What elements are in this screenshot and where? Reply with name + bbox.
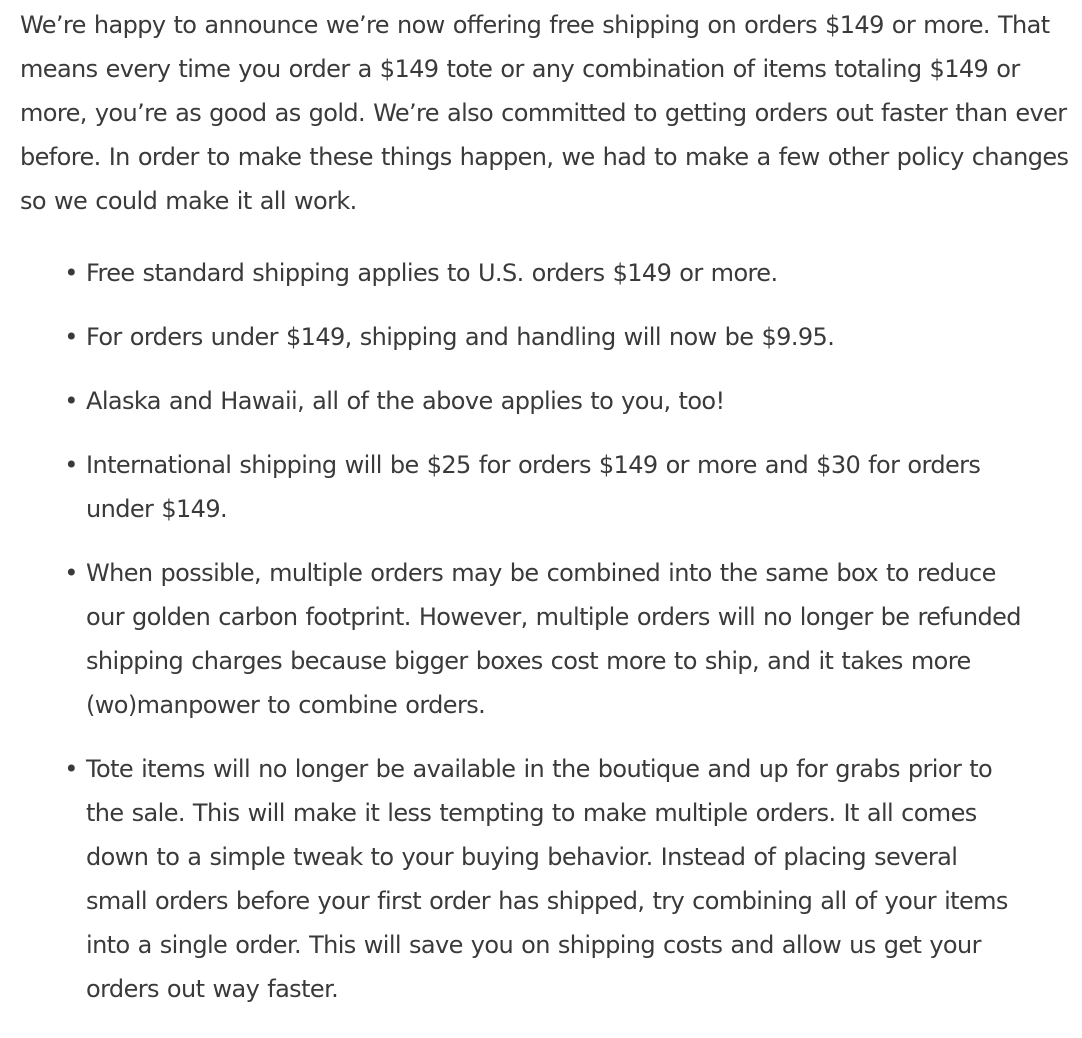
bullet-icon: • — [64, 323, 78, 351]
list-item — [20, 443, 1026, 531]
bullet-icon: • — [64, 387, 78, 415]
bullet-icon: • — [64, 755, 78, 783]
bullet-icon: • — [64, 559, 78, 587]
article-content — [20, 0, 1076, 1031]
list-item-text: International shipping will be $25 for orders $149 or more and $30 for orders under $149. — [86, 451, 981, 523]
list-item-text: Alaska and Hawaii, all of the above applies to you, too! — [86, 387, 725, 415]
bullet-icon: • — [64, 451, 78, 479]
list-item — [20, 251, 1026, 295]
list-item-text: Tote items will no longer be available in the boutique and up for grabs prior to the sale. This will make it less tempting to make multiple orders. It all comes down to a simple tweak to your buying behavior. Instead of placing several small orders before your first order has shipped, try combining all of your items into a single order. This will save you on shipping costs and allow us get your orders out way faster. — [86, 755, 1008, 1003]
list-item — [20, 551, 1026, 727]
intro-paragraph: We’re happy to announce we’re now offering free shipping on orders $149 or more. That means every time you order a $149 tote or any combination of items totaling $149 or more, you’re as good as gold. We’re also committed to getting orders out faster than ever before. In order to make these things happen, we had to make a few other policy changes so we could make it all work. — [20, 11, 1069, 215]
policy-list — [20, 251, 1076, 1011]
list-item — [20, 379, 1026, 423]
list-item — [20, 747, 1026, 1011]
bullet-icon: • — [64, 259, 78, 287]
list-item-text: When possible, multiple orders may be combined into the same box to reduce our golden carbon footprint. However, multiple orders will no longer be refunded shipping charges because bigger boxes cost more to ship, and it takes more (wo)manpower to combine orders. — [86, 559, 1021, 719]
list-item-text: For orders under $149, shipping and handling will now be $9.95. — [86, 323, 835, 351]
list-item — [20, 315, 1026, 359]
list-item-text: Free standard shipping applies to U.S. orders $149 or more. — [86, 259, 778, 287]
